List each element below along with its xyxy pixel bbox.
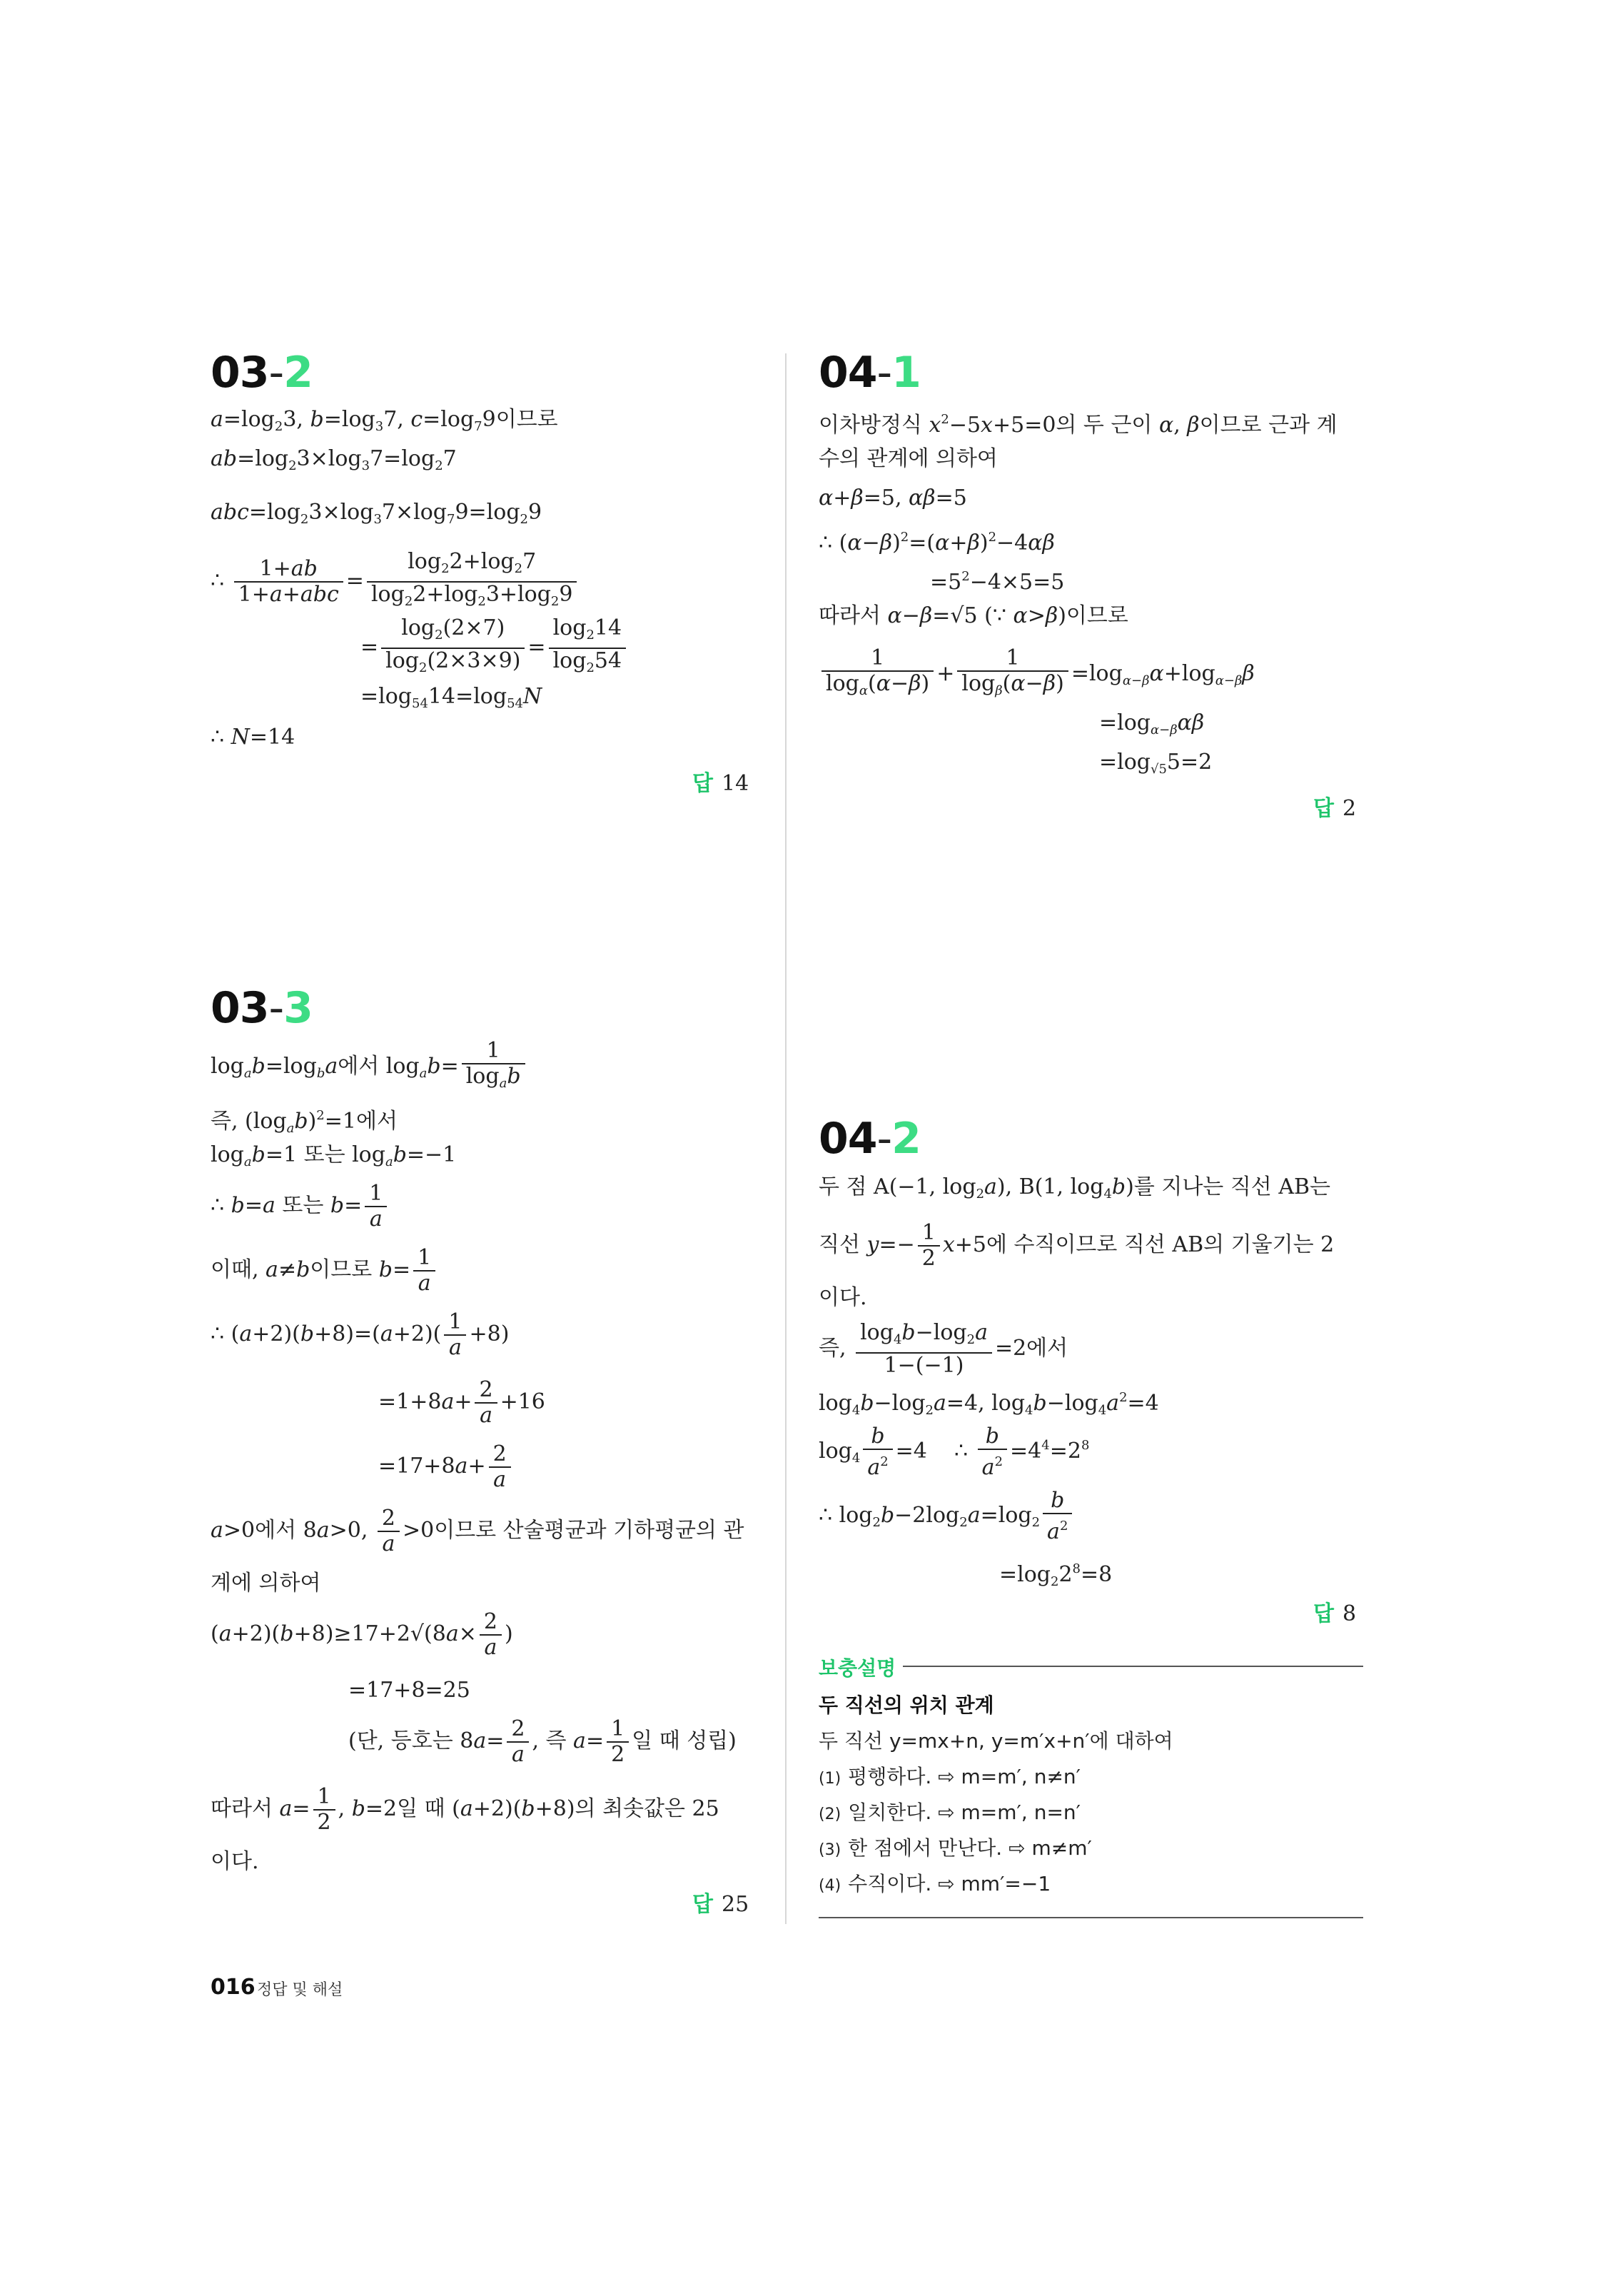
solution-line: $ab=\log_23\times\log_37=\log_27$: [211, 446, 457, 473]
solution-line: $\log_ab=1$ 또는 $\log_ab=-1$: [211, 1142, 457, 1169]
solution-line: 따라서 a= $\frac{1}{2}$ , b=2일 때 (a+2)(b+8)의 최솟값은 25: [211, 1784, 719, 1835]
answer-03-3: 답 25: [692, 1892, 749, 1917]
solution-line: α+β=5, αβ=5: [819, 485, 967, 510]
solution-line: = $\frac{\log_2(2\times 7)}{\log_2(2\times 3\times 9)}$ = $\frac{\log_214}{\log_254}$: [360, 616, 629, 680]
section-heading-04-2: 04-2: [819, 1114, 921, 1164]
supplement-item: (2) 일치한다. ⇨ m=m′, n=n′: [819, 1801, 1081, 1824]
solution-line: 이다.: [819, 1285, 867, 1310]
solution-line: $\frac{1}{\log_\alpha(\alpha-\beta)}$ + $\frac{1}{\log_\beta(\alpha-\beta)}$ $=\log_{\alpha-\beta}\alpha+\log_{\alpha-\beta}\beta$: [819, 646, 1255, 703]
solution-line: 수의 관계에 의하여: [819, 446, 998, 471]
solution-line: $=\log_22^8=8$: [999, 1561, 1113, 1589]
solution-line: $=\log_{√5}5=2$: [1099, 750, 1213, 777]
solution-line: $=\log_{\alpha-\beta}\alpha\beta$: [1099, 710, 1205, 737]
solution-line: $a=\log_23$, $b=\log_37$, $c=\log_79$이므로: [211, 407, 558, 434]
solution-line: $=\log_{54}14=\log_{54}N$: [360, 684, 542, 711]
solution-line: ∴ $\log_2b-2\log_2a=\log_2$ $\frac{b}{a^2}$: [819, 1489, 1075, 1544]
solution-line: 따라서 α−β=√5 (∵ α>β)이므로: [819, 603, 1128, 628]
solution-line: a>0에서 8a>0, $\frac{2}{a}$ >0이므로 산술평균과 기하평균의 관: [211, 1506, 744, 1556]
solution-line: 이차방정식 $x^2-5x+5=0$의 두 근이 α, β이므로 근과 계: [819, 412, 1338, 438]
section-heading-04-1: 04-1: [819, 348, 921, 398]
solution-line: 계에 의하여: [211, 1571, 321, 1596]
section-heading-03-3: 03-3: [211, 983, 313, 1033]
supplement-subtitle: 두 직선의 위치 관계: [819, 1693, 994, 1717]
footer-label: 정답 및 해설: [257, 1981, 343, 1999]
solution-line: 직선 y=− $\frac{1}{2}$ x+5에 수직이므로 직선 AB의 기울기는 2: [819, 1220, 1335, 1271]
answer-03-2: 답 14: [692, 771, 749, 796]
supplement-item: (3) 한 점에서 만난다. ⇨ m≠m′: [819, 1836, 1092, 1860]
solution-line: 이때, a≠b이므로 b= $\frac{1}{a}$: [211, 1246, 438, 1296]
solution-line: $=5^2-4\times 5=5$: [930, 569, 1065, 595]
solution-line: ∴ $(\alpha-\beta)^2=(\alpha+\beta)^2-4\alpha\beta$: [819, 530, 1055, 555]
section-heading-03-2: 03-2: [211, 348, 313, 398]
solution-line: ∴ b=a 또는 b= $\frac{1}{a}$: [211, 1182, 390, 1232]
solution-line: 즉, $\frac{\log_4b-\log_2a}{1-(-1)}$ =2에서: [819, 1320, 1068, 1378]
supplement-intro: 두 직선 y=mx+n, y=m′x+n′에 대하여: [819, 1729, 1173, 1753]
supplement-item: (4) 수직이다. ⇨ mm′=−1: [819, 1872, 1051, 1895]
solution-line: $\log_ab=\log_ba$에서 $\log_ab=$ $\frac{1}{\log_ab}$: [211, 1039, 528, 1096]
solution-line: $\log_4b-\log_2a=4$, $\log_4b-\log_4a^2=4$: [819, 1390, 1159, 1418]
solution-line: $\log_4$ $\frac{b}{a^2}$ =4 ∴ $\frac{b}{a^2}$ $=4^4=2^8$: [819, 1424, 1090, 1480]
solution-line: ∴ $\frac{1+ab}{\text{1+a+abc}}$ = $\frac{\log_22+\log_27}{\log_22+\log_23+\log_29}$: [211, 550, 580, 614]
supplement-title: 보충설명: [819, 1656, 896, 1680]
solution-line: 두 점 A(−1, $\log_2a$), B(1, $\log_4b$)를 지나는 직선 AB는: [819, 1174, 1331, 1202]
answer-04-1: 답 2: [1313, 796, 1357, 821]
solution-line: 이다.: [211, 1849, 259, 1874]
supplement-bottom-rule: [819, 1917, 1363, 1918]
solution-line: =17+8=25: [348, 1678, 470, 1703]
supplement-top-rule: [903, 1666, 1363, 1667]
solution-line: =17+8a+ $\frac{2}{a}$: [378, 1442, 514, 1492]
solution-line: 즉, $(\log_ab)^2=1$에서: [211, 1108, 398, 1136]
supplement-item: (1) 평행하다. ⇨ m=m′, n≠n′: [819, 1765, 1081, 1788]
solution-line: $abc=\log_23\times\log_37\times\log_79=\log_29$: [211, 500, 542, 527]
answer-04-2: 답 8: [1313, 1601, 1357, 1626]
column-divider: [785, 353, 787, 1924]
solution-line: ∴ (a+2)(b+8)=(a+2)( $\frac{1}{a}$ +8): [211, 1309, 510, 1360]
solution-line: =1+8a+ $\frac{2}{a}$ +16: [378, 1377, 545, 1428]
solution-line: (a+2)(b+8)≥17+2√(8a× $\frac{2}{a}$ ): [211, 1609, 513, 1660]
solution-line: (단, 등호는 8a= $\frac{2}{a}$ , 즉 a= $\frac{1}{2}$ 일 때 성립): [348, 1716, 737, 1767]
page-number: 016: [211, 1975, 256, 2000]
solution-line: ∴ N=14: [211, 725, 295, 750]
